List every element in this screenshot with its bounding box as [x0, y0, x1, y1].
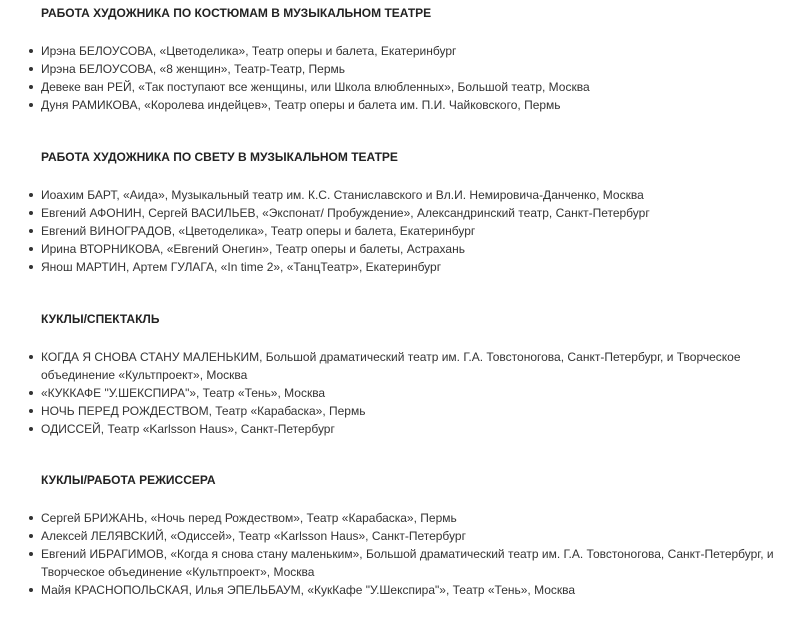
list-item-text: Ирина ВТОРНИКОВА, «Евгений Онегин», Театр оперы и балеты, Астрахань: [41, 242, 465, 256]
bullet-icon: [29, 552, 33, 556]
list-item-text: Ирэна БЕЛОУСОВА, «Цветоделика», Театр оперы и балета, Екатеринбург: [41, 44, 457, 58]
bullet-icon: [29, 534, 33, 538]
list-item: [0, 420, 796, 438]
list-item-text: ОДИССЕЙ, Театр «Karlsson Haus», Санкт-Петербург: [41, 422, 335, 436]
list-item-text: Ирэна БЕЛОУСОВА, «8 женщин», Театр-Театр, Пермь: [41, 62, 346, 76]
list-item-text: КОГДА Я СНОВА СТАНУ МАЛЕНЬКИМ, Большой драматический театр им. Г.А. Товстоногова, Санкт-Петербург, и Творческое объединение «Культпроект», Москва: [41, 350, 741, 382]
list-item-text: Евгений АФОНИН, Сергей ВАСИЛЬЕВ, «Экспонат/ Пробуждение», Александринский театр, Санкт-Петербург: [41, 206, 650, 220]
nominee-list: [0, 348, 796, 438]
nominee-list: [0, 42, 796, 114]
list-item: [0, 527, 796, 545]
list-item: [0, 402, 796, 420]
list-item: [0, 222, 796, 240]
list-item-text: Евгений ИБРАГИМОВ, «Когда я снова стану маленьким», Большой драматический театр им. Г.А. Товстоногова, Санкт-Петербург, и Творческое объединение «Культпроект», Москва: [41, 547, 774, 579]
bullet-icon: [29, 229, 33, 233]
list-item: [0, 240, 796, 258]
list-item-text: Иоахим БАРТ, «Аида», Музыкальный театр им. К.С. Станиславского и Вл.И. Немировича-Данченко, Москва: [41, 188, 644, 202]
list-item: [0, 96, 796, 114]
list-item: [0, 545, 796, 581]
list-item-text: Алексей ЛЕЛЯВСКИЙ, «Одиссей», Театр «Karlsson Haus», Санкт-Петербург: [41, 529, 466, 543]
section-title: КУКЛЫ/СПЕКТАКЛЬ: [41, 312, 160, 326]
bullet-icon: [29, 391, 33, 395]
section-title: РАБОТА ХУДОЖНИКА ПО СВЕТУ В МУЗЫКАЛЬНОМ ТЕАТРЕ: [41, 150, 398, 164]
bullet-icon: [29, 193, 33, 197]
bullet-icon: [29, 103, 33, 107]
list-item: [0, 60, 796, 78]
list-item: [0, 42, 796, 60]
bullet-icon: [29, 409, 33, 413]
bullet-icon: [29, 265, 33, 269]
section-title: КУКЛЫ/РАБОТА РЕЖИССЕРА: [41, 473, 216, 487]
list-item-text: Майя КРАСНОПОЛЬСКАЯ, Илья ЭПЕЛЬБАУМ, «КукКафе "У.Шекспира"», Театр «Тень», Москва: [41, 583, 576, 597]
list-item-text: Сергей БРИЖАНЬ, «Ночь перед Рождеством», Театр «Карабаска», Пермь: [41, 511, 457, 525]
list-item: [0, 348, 796, 384]
list-item: [0, 78, 796, 96]
list-item: [0, 581, 796, 599]
nominee-list: [0, 186, 796, 276]
bullet-icon: [29, 247, 33, 251]
bullet-icon: [29, 427, 33, 431]
bullet-icon: [29, 67, 33, 71]
bullet-icon: [29, 588, 33, 592]
list-item-text: «КУККАФЕ "У.ШЕКСПИРА"», Театр «Тень», Москва: [41, 386, 326, 400]
bullet-icon: [29, 211, 33, 215]
list-item-text: Дуня РАМИКОВА, «Королева индейцев», Театр оперы и балета им. П.И. Чайковского, Пермь: [41, 98, 561, 112]
list-item-text: НОЧЬ ПЕРЕД РОЖДЕСТВОМ, Театр «Карабаска», Пермь: [41, 404, 366, 418]
list-item-text: Девеке ван РЕЙ, «Так поступают все женщины, или Школа влюбленных», Большой театр, Москва: [41, 80, 590, 94]
bullet-icon: [29, 85, 33, 89]
bullet-icon: [29, 516, 33, 520]
section-title: РАБОТА ХУДОЖНИКА ПО КОСТЮМАМ В МУЗЫКАЛЬНОМ ТЕАТРЕ: [41, 6, 432, 20]
bullet-icon: [29, 49, 33, 53]
bullet-icon: [29, 355, 33, 359]
list-item: [0, 204, 796, 222]
list-item-text: Янош МАРТИН, Артем ГУЛАГА, «In time 2», «ТанцТеатр», Екатеринбург: [41, 260, 442, 274]
nominee-list: [0, 509, 796, 599]
list-item: [0, 509, 796, 527]
list-item: [0, 384, 796, 402]
list-item: [0, 186, 796, 204]
list-item-text: Евгений ВИНОГРАДОВ, «Цветоделика», Театр оперы и балета, Екатеринбург: [41, 224, 476, 238]
list-item: [0, 258, 796, 276]
